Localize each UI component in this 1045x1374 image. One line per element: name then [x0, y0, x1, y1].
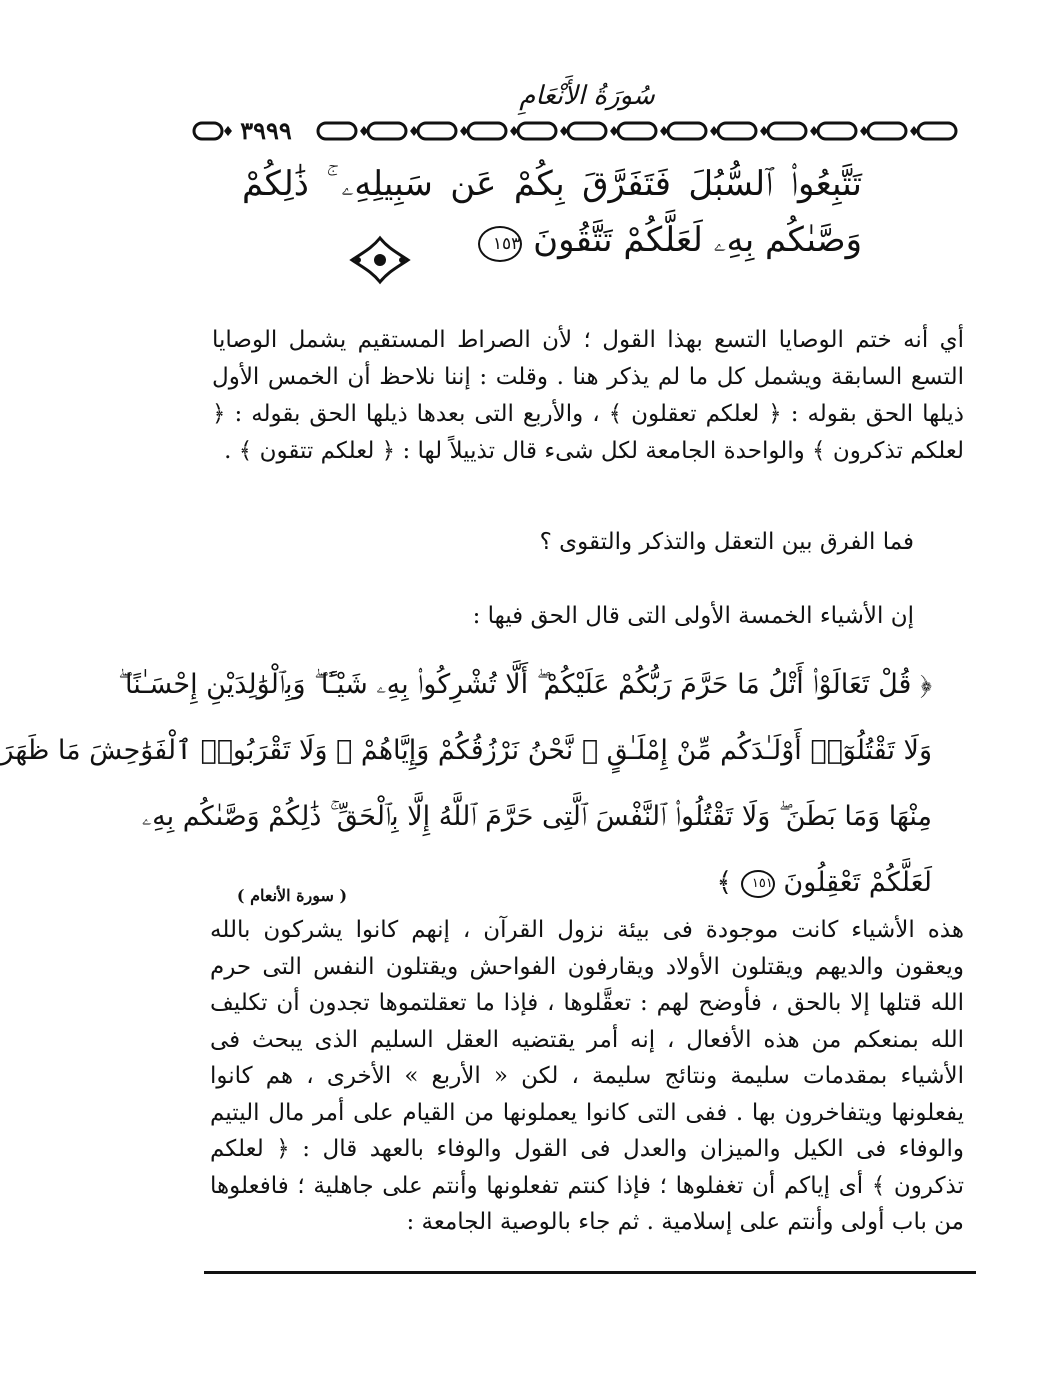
quran-line-4: [232, 850, 932, 916]
quran-line-2: وَلَا تَقْتُلُوٓا۟ أَوْلَـٰدَكُم مِّنْ إِمْلَـٰقٍ ۖ نَّحْنُ نَرْزُقُكُمْ وَإِيَّاهُمْ ۖ وَلَا تَقْرَبُوا۟ ٱلْفَوَٰحِشَ مَا ظَهَرَ: [0, 735, 932, 766]
quran-quote: [0, 652, 932, 916]
ornamental-border: [190, 118, 962, 144]
source-citation: ( سورة الأنعام ): [236, 886, 348, 905]
quran-line-3: مِنْهَا وَمَا بَطَنَ ۖ وَلَا تَقْتُلُوا۟ ٱلنَّفْسَ ٱلَّتِى حَرَّمَ ٱللَّهُ إِلَّا بِٱلْحَقِّ ۚ ذَٰلِكُمْ وَصَّىٰكُم بِهِۦ: [141, 801, 932, 832]
verse-end-marker: [478, 214, 522, 270]
question-line: فما الفرق بين التعقل والتذكر والتقوى ؟: [539, 529, 914, 555]
paragraph-1: أي أنه ختم الوصايا التسع بهذا القول ؛ لأن الصراط المستقيم يشمل الوصايا التسع السابقة ويشمل كل ما لم يذكر هنا . وقلت : إننا نلاحظ أن الخمس الأول ذيلها الحق بقوله : ﴿ لعلكم تعقلون ﴾ ، والأربع التى بعدها ذيلها الحق بقوله : ﴿ لعلكم تذكرون ﴾ والواحدة الجامعة لكل شىء قال تذييلاً لها : ﴿ لعلكم تتقون ﴾ .: [212, 327, 964, 464]
surah-title: سُورَةُ الأَنْعَامِ: [519, 81, 655, 111]
quran-close-bracket: ﴾: [716, 867, 733, 898]
footer-rule: [204, 1271, 976, 1274]
verse-line-1: تَتَّبِعُوا۟ ٱلسُّبُلَ فَتَفَرَّقَ بِكُمْ عَن سَبِيلِهِۦ ۚ ذَٰلِكُمْ: [242, 164, 862, 204]
page-number: ٣٩٩٩: [240, 116, 292, 145]
quran-line-4-text: لَعَلَّكُمْ تَعْقِلُونَ: [783, 867, 932, 898]
verse-number: ١٥٣: [478, 226, 522, 262]
verse-ornament-icon: [344, 234, 416, 286]
quran-line-1: ﴿ قُلْ تَعَالَوْا۟ أَتْلُ مَا حَرَّمَ رَبُّكُمْ عَلَيْكُمْ ۖ أَلَّا تُشْرِكُوا۟ بِهِۦ شَيْـًٔا ۖ وَبِٱلْوَٰلِدَيْنِ إِحْسَـٰنًا ۖ: [118, 669, 932, 700]
quran-verse-number: ١٥١: [741, 870, 775, 898]
intro-line: إن الأشياء الخمسة الأولى التى قال الحق فيها :: [472, 603, 914, 629]
paragraph-2: هذه الأشياء كانت موجودة فى بيئة نزول القرآن ، إنهم كانوا يشركون بالله ويعقون والديهم ويقتلون الأولاد ويقارفون الفواحش ويقتلون النفس التى حرم الله قتلها إلا بالحق ، فأوضح لهم : تعقَّلوها ، فإذا ما تعقلتموها تجدون أن تكليف الله بمنعكم من هذه الأفعال ، إنه أمر يقتضيه العقل السليم الذى يبحث فى الأشياء بمقدمات سليمة ونتائج سليمة ، لكن « الأربع » الأخرى ، هم كانوا يفعلونها ويتفاخرون بها . ففى التى كانوا يعملونها من القيام على أمر مال اليتيم والوفاء فى الكيل والميزان والعدل فى القول والوفاء بالعهد قال : ﴿ لعلكم تذكرون ﴾ أى إياكم أن تغفلوها ؛ فإذا كنتم تفعلونها وأنتم على جاهلية ؛ فافعلوها من باب أولى وأنتم على إسلامية . ثم جاء بالوصية الجامعة :: [210, 917, 964, 1235]
verse-block: [242, 156, 862, 268]
verse-line-2-text: وَصَّىٰكُم بِهِۦ لَعَلَّكُمْ تَتَّقُونَ: [533, 220, 862, 260]
verse-line-2: [242, 212, 862, 268]
